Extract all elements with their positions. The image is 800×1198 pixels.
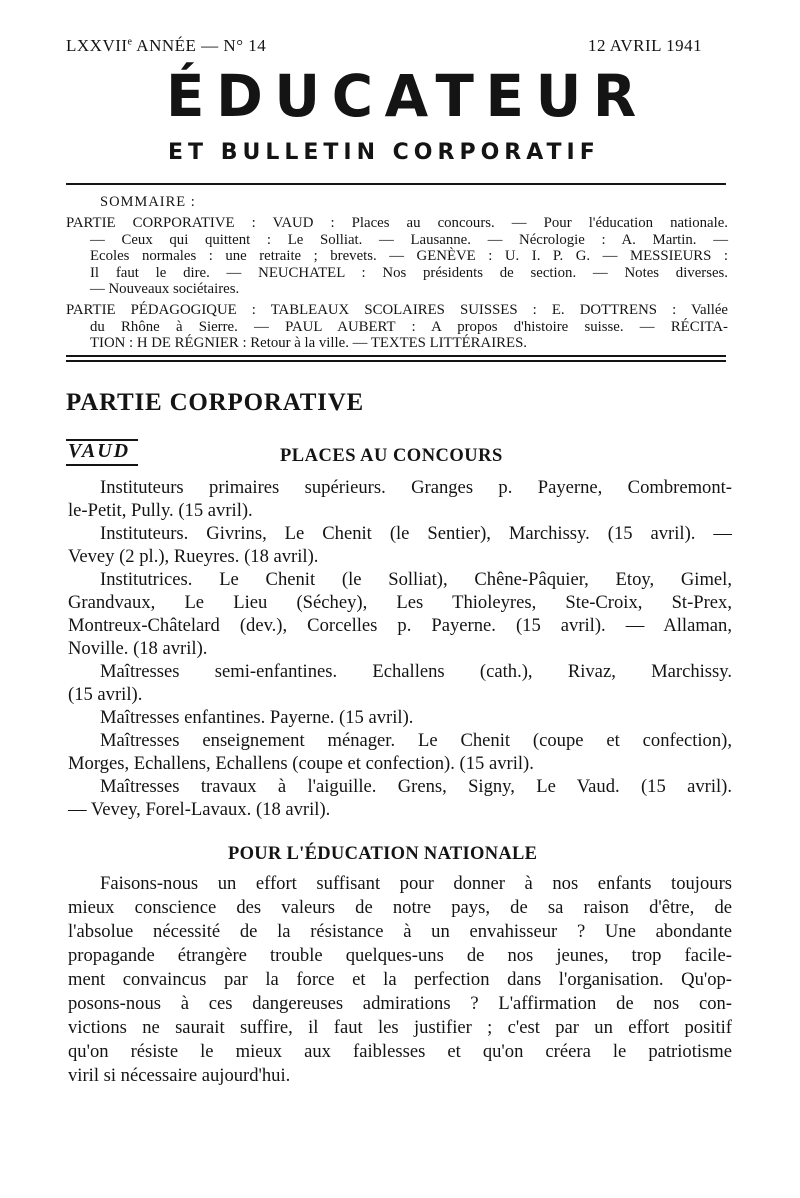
education-line: mieux conscience des valeurs de notre pays, de sa raison d'être, de: [68, 897, 732, 918]
places-list: [68, 476, 732, 821]
sommaire-line: Ecoles normales : une retraite ; brevets. — GENÈVE : U. I. P. G. — MESSIEURS :: [90, 248, 728, 265]
education-line: posons-nous à ces dangereuses admirations ? L'affirmation de nos con-: [68, 993, 732, 1014]
sommaire-line: TION : H DE RÉGNIER : Retour à la ville. — TEXTES LITTÉRAIRES.: [90, 335, 527, 352]
education-line: ment convaincus par la force et la perfection dans l'organisation. Qu'op-: [68, 969, 732, 990]
places-line: Montreux-Châtelard (dev.), Corcelles p. Payerne. (15 avril). — Allaman,: [68, 615, 732, 636]
sommaire-line: du Rhône à Sierre. — PAUL AUBERT : A propos d'histoire suisse. — RÉCITA-: [90, 318, 728, 335]
places-line: — Vevey, Forel-Lavaux. (18 avril).: [68, 799, 331, 820]
sommaire-line: — Ceux qui quittent : Le Solliat. — Lausanne. — Nécrologie : A. Martin. —: [90, 231, 728, 248]
places-line: Instituteurs. Givrins, Le Chenit (le Sentier), Marchissy. (15 avril). —: [100, 523, 732, 544]
masthead-title: ÉDUCATEUR: [166, 62, 648, 130]
places-line: Institutrices. Le Chenit (le Solliat), Chêne-Pâquier, Etoy, Gimel,: [100, 569, 732, 590]
places-line: Instituteurs primaires supérieurs. Granges p. Payerne, Combremont-: [100, 477, 732, 498]
places-line: Vevey (2 pl.), Rueyres. (18 avril).: [68, 546, 319, 567]
sommaire-line: Il faut le dire. — NEUCHATEL : Nos présidents de section. — Notes diverses.: [90, 264, 728, 281]
education-line: viril si nécessaire aujourd'hui.: [68, 1065, 291, 1086]
sommaire-rule-bottom: [66, 360, 726, 362]
sommaire-contents: [66, 215, 728, 352]
education-line: propagande étrangère trouble quelques-uns de nos jeunes, trop facile-: [68, 945, 732, 966]
canton-rule-bottom: [66, 464, 138, 466]
section-title: PARTIE CORPORATIVE: [66, 389, 365, 416]
masthead-subtitle: ET BULLETIN CORPORATIF: [168, 140, 600, 165]
sommaire-rule-top: [66, 355, 726, 357]
masthead-rule: [66, 183, 726, 185]
places-line: le-Petit, Pully. (15 avril).: [68, 500, 253, 521]
education-line: victions ne saurait suffire, il faut les justifier ; c'est par un effort positif: [68, 1017, 732, 1038]
places-line: Maîtresses travaux à l'aiguille. Grens, Signy, Le Vaud. (15 avril).: [100, 776, 732, 797]
places-heading: PLACES AU CONCOURS: [280, 446, 503, 466]
canton-label: VAUD: [68, 440, 131, 462]
sommaire-line: PARTIE CORPORATIVE : VAUD : Places au concours. — Pour l'éducation nationale.: [66, 215, 728, 231]
places-line: Maîtresses semi-enfantines. Echallens (cath.), Rivaz, Marchissy.: [100, 661, 732, 682]
education-paragraph: [68, 872, 732, 1088]
issue-number: LXXVIIe ANNÉE — N° 14: [66, 36, 267, 55]
places-line: Morges, Echallens, Echallens (coupe et confection). (15 avril).: [68, 753, 534, 774]
places-line: Grandvaux, Le Lieu (Séchey), Les Thioleyres, Ste-Croix, St-Prex,: [68, 592, 732, 613]
issue-date: 12 AVRIL 1941: [588, 36, 703, 55]
education-line: qu'on résiste le mieux aux faiblesses et qu'on créera le patriotisme: [68, 1041, 732, 1062]
education-line: Faisons-nous un effort suffisant pour donner à nos enfants toujours: [100, 873, 732, 894]
places-line: Noville. (18 avril).: [68, 638, 208, 659]
places-line: (15 avril).: [68, 684, 143, 705]
sommaire-label: SOMMAIRE :: [100, 194, 196, 210]
places-line: Maîtresses enseignement ménager. Le Chenit (coupe et confection),: [100, 730, 732, 751]
education-heading: POUR L'ÉDUCATION NATIONALE: [228, 844, 538, 864]
sommaire-line: — Nouveaux sociétaires.: [90, 281, 240, 298]
education-line: l'absolue nécessité de la résistance à un envahisseur ? Une abondante: [68, 921, 732, 942]
places-line: Maîtresses enfantines. Payerne. (15 avril).: [100, 707, 414, 728]
sommaire-line: PARTIE PÉDAGOGIQUE : TABLEAUX SCOLAIRES SUISSES : E. DOTTRENS : Vallée: [66, 301, 728, 318]
